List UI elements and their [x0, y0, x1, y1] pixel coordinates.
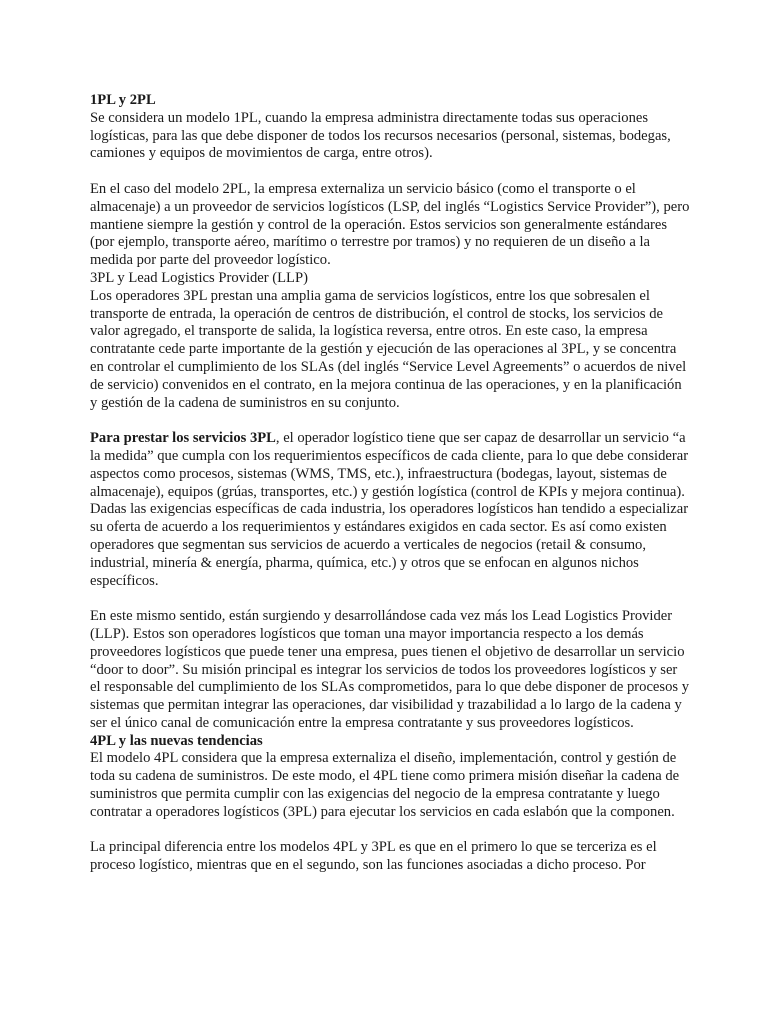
paragraph-llp: En este mismo sentido, están surgiendo y desarrollándose cada vez más los Lead Logistics Provider (LLP). Estos son operadores logísticos que toman una mayor importancia respecto a los demás proveedores logísticos que puede tener una empresa, pues tienen el objetivo de desarrollar un servicio “door to door”. Su misión principal es integrar los servicios de todos los proveedores logísticos y ser el responsable del cumplimiento de los SLAs comprometidos, para lo que debe disponer de procesos y sistemas que permitan integrar las operaciones, dar visibilidad y trazabilidad a lo largo de la cadena y ser el único canal de comunicación entre la empresa contratante y sus proveedores logísticos.: [90, 608, 690, 731]
paragraph-3pl: Los operadores 3PL prestan una amplia gama de servicios logísticos, entre los que sobresalen el transporte de entrada, la operación de centros de distribución, el control de stocks, los servicios de valor agregado, el transporte de salida, la logística reversa, entre otros. En este caso, la empresa contratante cede parte importante de la gestión y ejecución de las operaciones al 3PL, y se concentra en controlar el cumplimiento de los SLAs (del inglés “Service Level Agreements” o acuerdos de nivel de servicio) convenidos en el contrato, en la mejora continua de las operaciones, y en la planificación y gestión de la cadena de suministros en su conjunto.: [90, 287, 687, 411]
document-page: [90, 92, 690, 875]
paragraph-gap: [90, 412, 690, 430]
heading-1pl-2pl: 1PL y 2PL: [90, 92, 156, 108]
paragraph-gap: [90, 163, 690, 181]
paragraph-4pl: El modelo 4PL considera que la empresa externaliza el diseño, implementación, control y gestión de toda su cadena de suministros. De este modo, el 4PL tiene como primera misión diseñar la cadena de suministros que permita cumplir con las exigencias del negocio de la empresa contratante y luego contratar a operadores logísticos (3PL) para ejecutar los servicios en cada eslabón que la componen.: [90, 750, 680, 820]
heading-3pl-llp: 3PL y Lead Logistics Provider (LLP): [90, 269, 308, 286]
paragraph-4pl-vs-3pl: La principal diferencia entre los modelos 4PL y 3PL es que en el primero lo que se terceriza es el proceso logístico, mientras que en el segundo, son las funciones asociadas a dicho proceso. Por: [90, 839, 657, 874]
paragraph-gap: [90, 590, 690, 608]
heading-4pl: 4PL y las nuevas tendencias: [90, 732, 263, 749]
paragraph-3pl-services-text: , el operador logístico tiene que ser capaz de desarrollar un servicio “a la medida” que cumpla con los requerimientos específicos de cada cliente, para lo que debe considerar aspectos como procesos, sistemas (WMS, TMS, etc.), infraestructura (bodegas, layout, sistemas de almacenaje), equipos (grúas, transportes, etc.) y gestión logística (control de KPIs y mejora continua). Dadas las exigencias específicas de cada industria, los operadores logísticos han tendido a especializar su oferta de acuerdo a los requerimientos y estándares exigidos en cada sector. Es así como existen operadores que segmentan sus servicios de acuerdo a verticales de negocios (retail & consumo, industrial, minería & energía, pharma, química, etc.) y otros que se enfocan en algunos nichos específicos.: [90, 430, 689, 589]
paragraph-2pl: En el caso del modelo 2PL, la empresa externaliza un servicio básico (como el transporte o el almacenaje) a un proveedor de servicios logísticos (LSP, del inglés “Logistics Service Provider”), pero mantiene siempre la gestión y control de la operación. Estos servicios son generalmente estándares (por ejemplo, transporte aéreo, marítimo o terrestre por tramos) y no requieren de un diseño a la medida por parte del proveedor logístico.: [90, 180, 690, 269]
paragraph-lead-bold: Para prestar los servicios 3PL: [90, 430, 276, 447]
paragraph-3pl-services: [90, 430, 690, 590]
paragraph-gap: [90, 822, 690, 840]
paragraph-1pl: Se considera un modelo 1PL, cuando la empresa administra directamente todas sus operaciones logísticas, para las que debe disponer de todos los recursos necesarios (personal, sistemas, bodegas, camiones y equipos de movimientos de carga, entre otros).: [90, 109, 671, 162]
